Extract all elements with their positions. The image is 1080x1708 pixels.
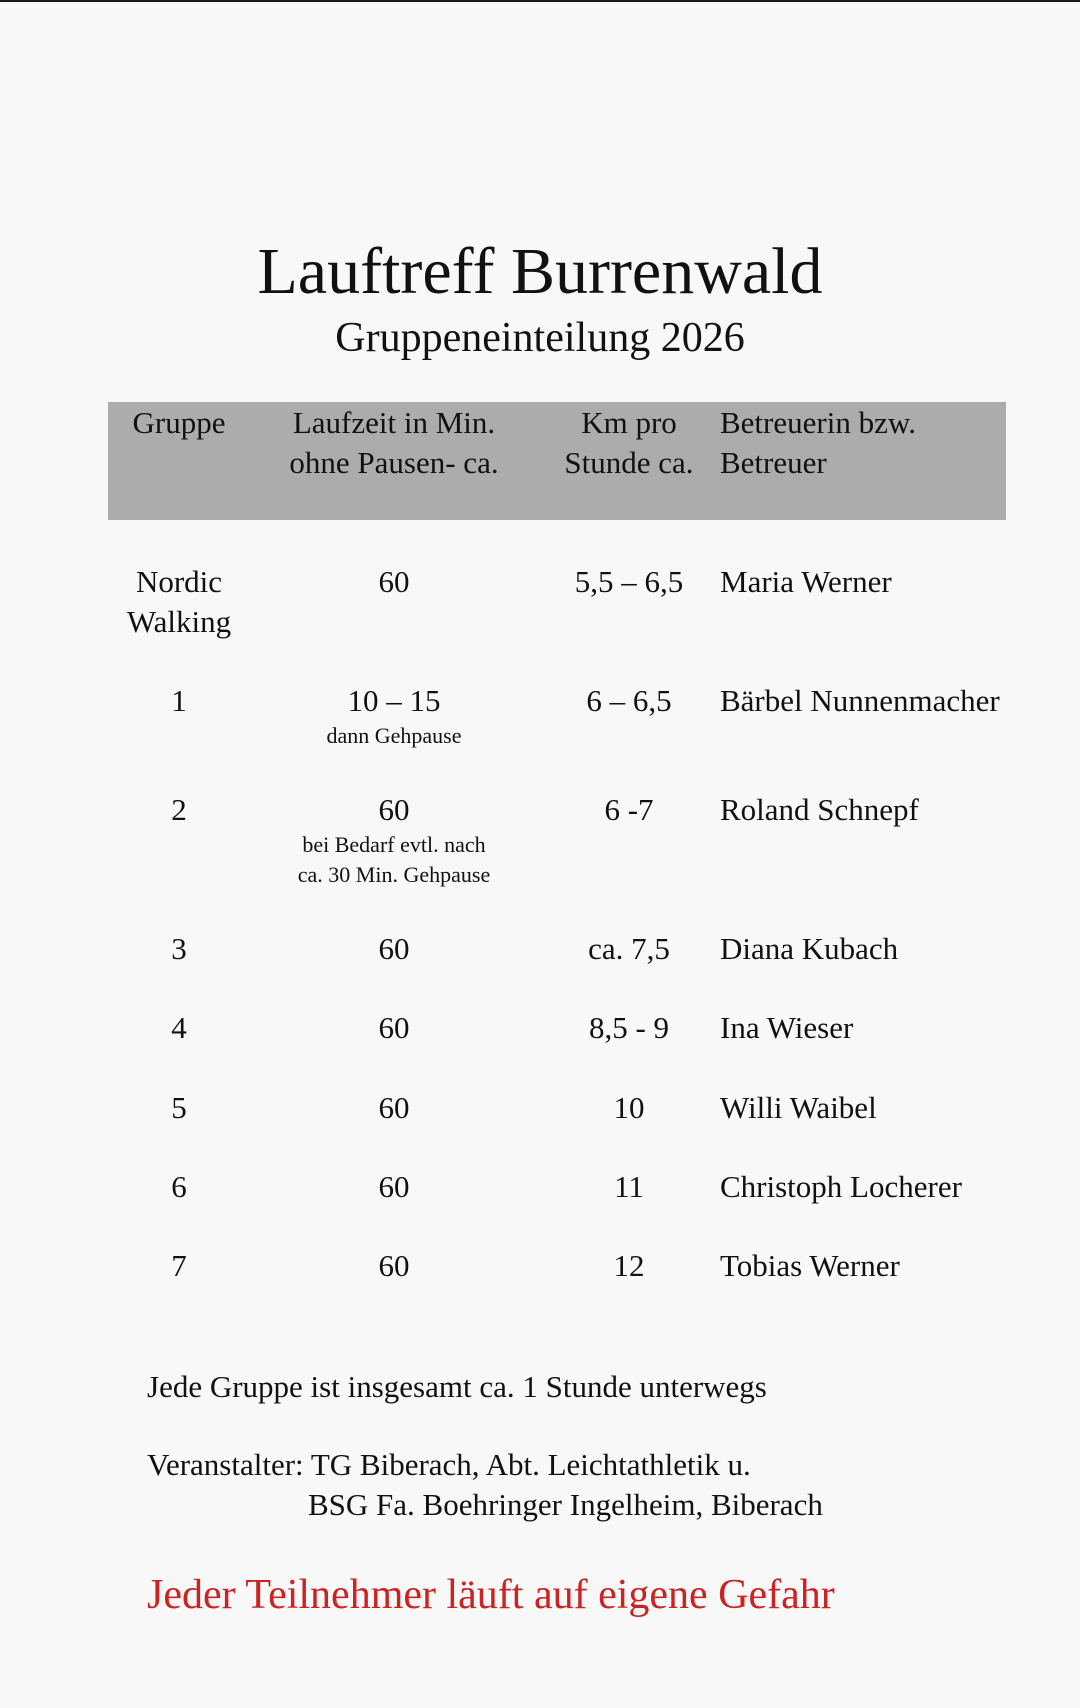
header-time-line1: Laufzeit in Min. bbox=[292, 405, 496, 440]
cell-time: 60 bbox=[378, 1090, 410, 1125]
cell-group: 6 bbox=[171, 1169, 187, 1204]
cell-km: 10 bbox=[613, 1090, 645, 1125]
page-title: Lauftreff Burrenwald bbox=[257, 235, 823, 308]
cell-coach: Bärbel Nunnenmacher bbox=[720, 683, 1000, 718]
cell-time-value: 10 – 15 bbox=[347, 683, 441, 718]
cell-group: 2 bbox=[171, 792, 187, 827]
cell-time: 60 bbox=[378, 564, 410, 599]
cell-time: 60 bbox=[378, 1169, 410, 1204]
top-border-line bbox=[0, 0, 1080, 2]
cell-km: 11 bbox=[614, 1169, 644, 1204]
cell-coach: Diana Kubach bbox=[720, 931, 899, 966]
cell-time-value: 60 bbox=[378, 792, 410, 827]
cell-coach: Willi Waibel bbox=[720, 1090, 877, 1125]
cell-group: 5 bbox=[171, 1090, 187, 1125]
cell-km: 12 bbox=[613, 1248, 645, 1283]
header-group bbox=[108, 403, 250, 443]
cell-time: 60 bbox=[378, 931, 410, 966]
warning-notice: Jeder Teilnehmer läuft auf eigene Gefahr bbox=[147, 1572, 835, 1618]
cell-time-note-line1: bei Bedarf evtl. nach bbox=[302, 832, 486, 857]
header-time-line2: ohne Pausen- ca. bbox=[289, 445, 499, 480]
cell-group: 3 bbox=[171, 931, 187, 966]
cell-coach: Ina Wieser bbox=[720, 1010, 854, 1045]
cell-group bbox=[108, 562, 250, 642]
organizer-line2: BSG Fa. Boehringer Ingelheim, Biberach bbox=[308, 1487, 823, 1522]
cell-time-note: dann Gehpause bbox=[326, 723, 462, 748]
cell-coach: Tobias Werner bbox=[720, 1248, 900, 1283]
cell-coach: Maria Werner bbox=[720, 564, 892, 599]
cell-group-line2: Walking bbox=[126, 604, 232, 639]
cell-group-line1: Nordic bbox=[135, 564, 223, 599]
cell-group: 4 bbox=[171, 1010, 187, 1045]
page-subtitle: Gruppeneinteilung 2026 bbox=[335, 315, 745, 361]
cell-time: 60 bbox=[378, 1248, 410, 1283]
cell-time bbox=[250, 790, 538, 890]
cell-km: 5,5 – 6,5 bbox=[574, 564, 684, 599]
duration-note: Jede Gruppe ist insgesamt ca. 1 Stunde unterwegs bbox=[147, 1369, 767, 1404]
header-time bbox=[250, 403, 538, 483]
header-coach-line1: Betreuerin bzw. bbox=[720, 405, 916, 440]
cell-km: ca. 7,5 bbox=[588, 931, 670, 966]
organizer-line1: Veranstalter: TG Biberach, Abt. Leichtathletik u. bbox=[147, 1447, 751, 1482]
cell-coach: Roland Schnepf bbox=[720, 792, 919, 827]
cell-km: 8,5 - 9 bbox=[588, 1010, 670, 1045]
cell-coach: Christoph Locherer bbox=[720, 1169, 962, 1204]
cell-group: 7 bbox=[171, 1248, 187, 1283]
cell-km: 6 -7 bbox=[604, 792, 654, 827]
header-coach bbox=[720, 403, 1020, 483]
cell-group: 1 bbox=[171, 683, 187, 718]
header-km bbox=[538, 403, 720, 483]
cell-time bbox=[250, 681, 538, 751]
header-km-line1: Km pro bbox=[581, 405, 677, 440]
header-group-label: Gruppe bbox=[132, 405, 226, 440]
header-coach-line2: Betreuer bbox=[720, 445, 827, 480]
cell-time: 60 bbox=[378, 1010, 410, 1045]
cell-time-note-line2: ca. 30 Min. Gehpause bbox=[297, 862, 491, 887]
cell-km: 6 – 6,5 bbox=[586, 683, 672, 718]
header-km-line2: Stunde ca. bbox=[564, 445, 694, 480]
